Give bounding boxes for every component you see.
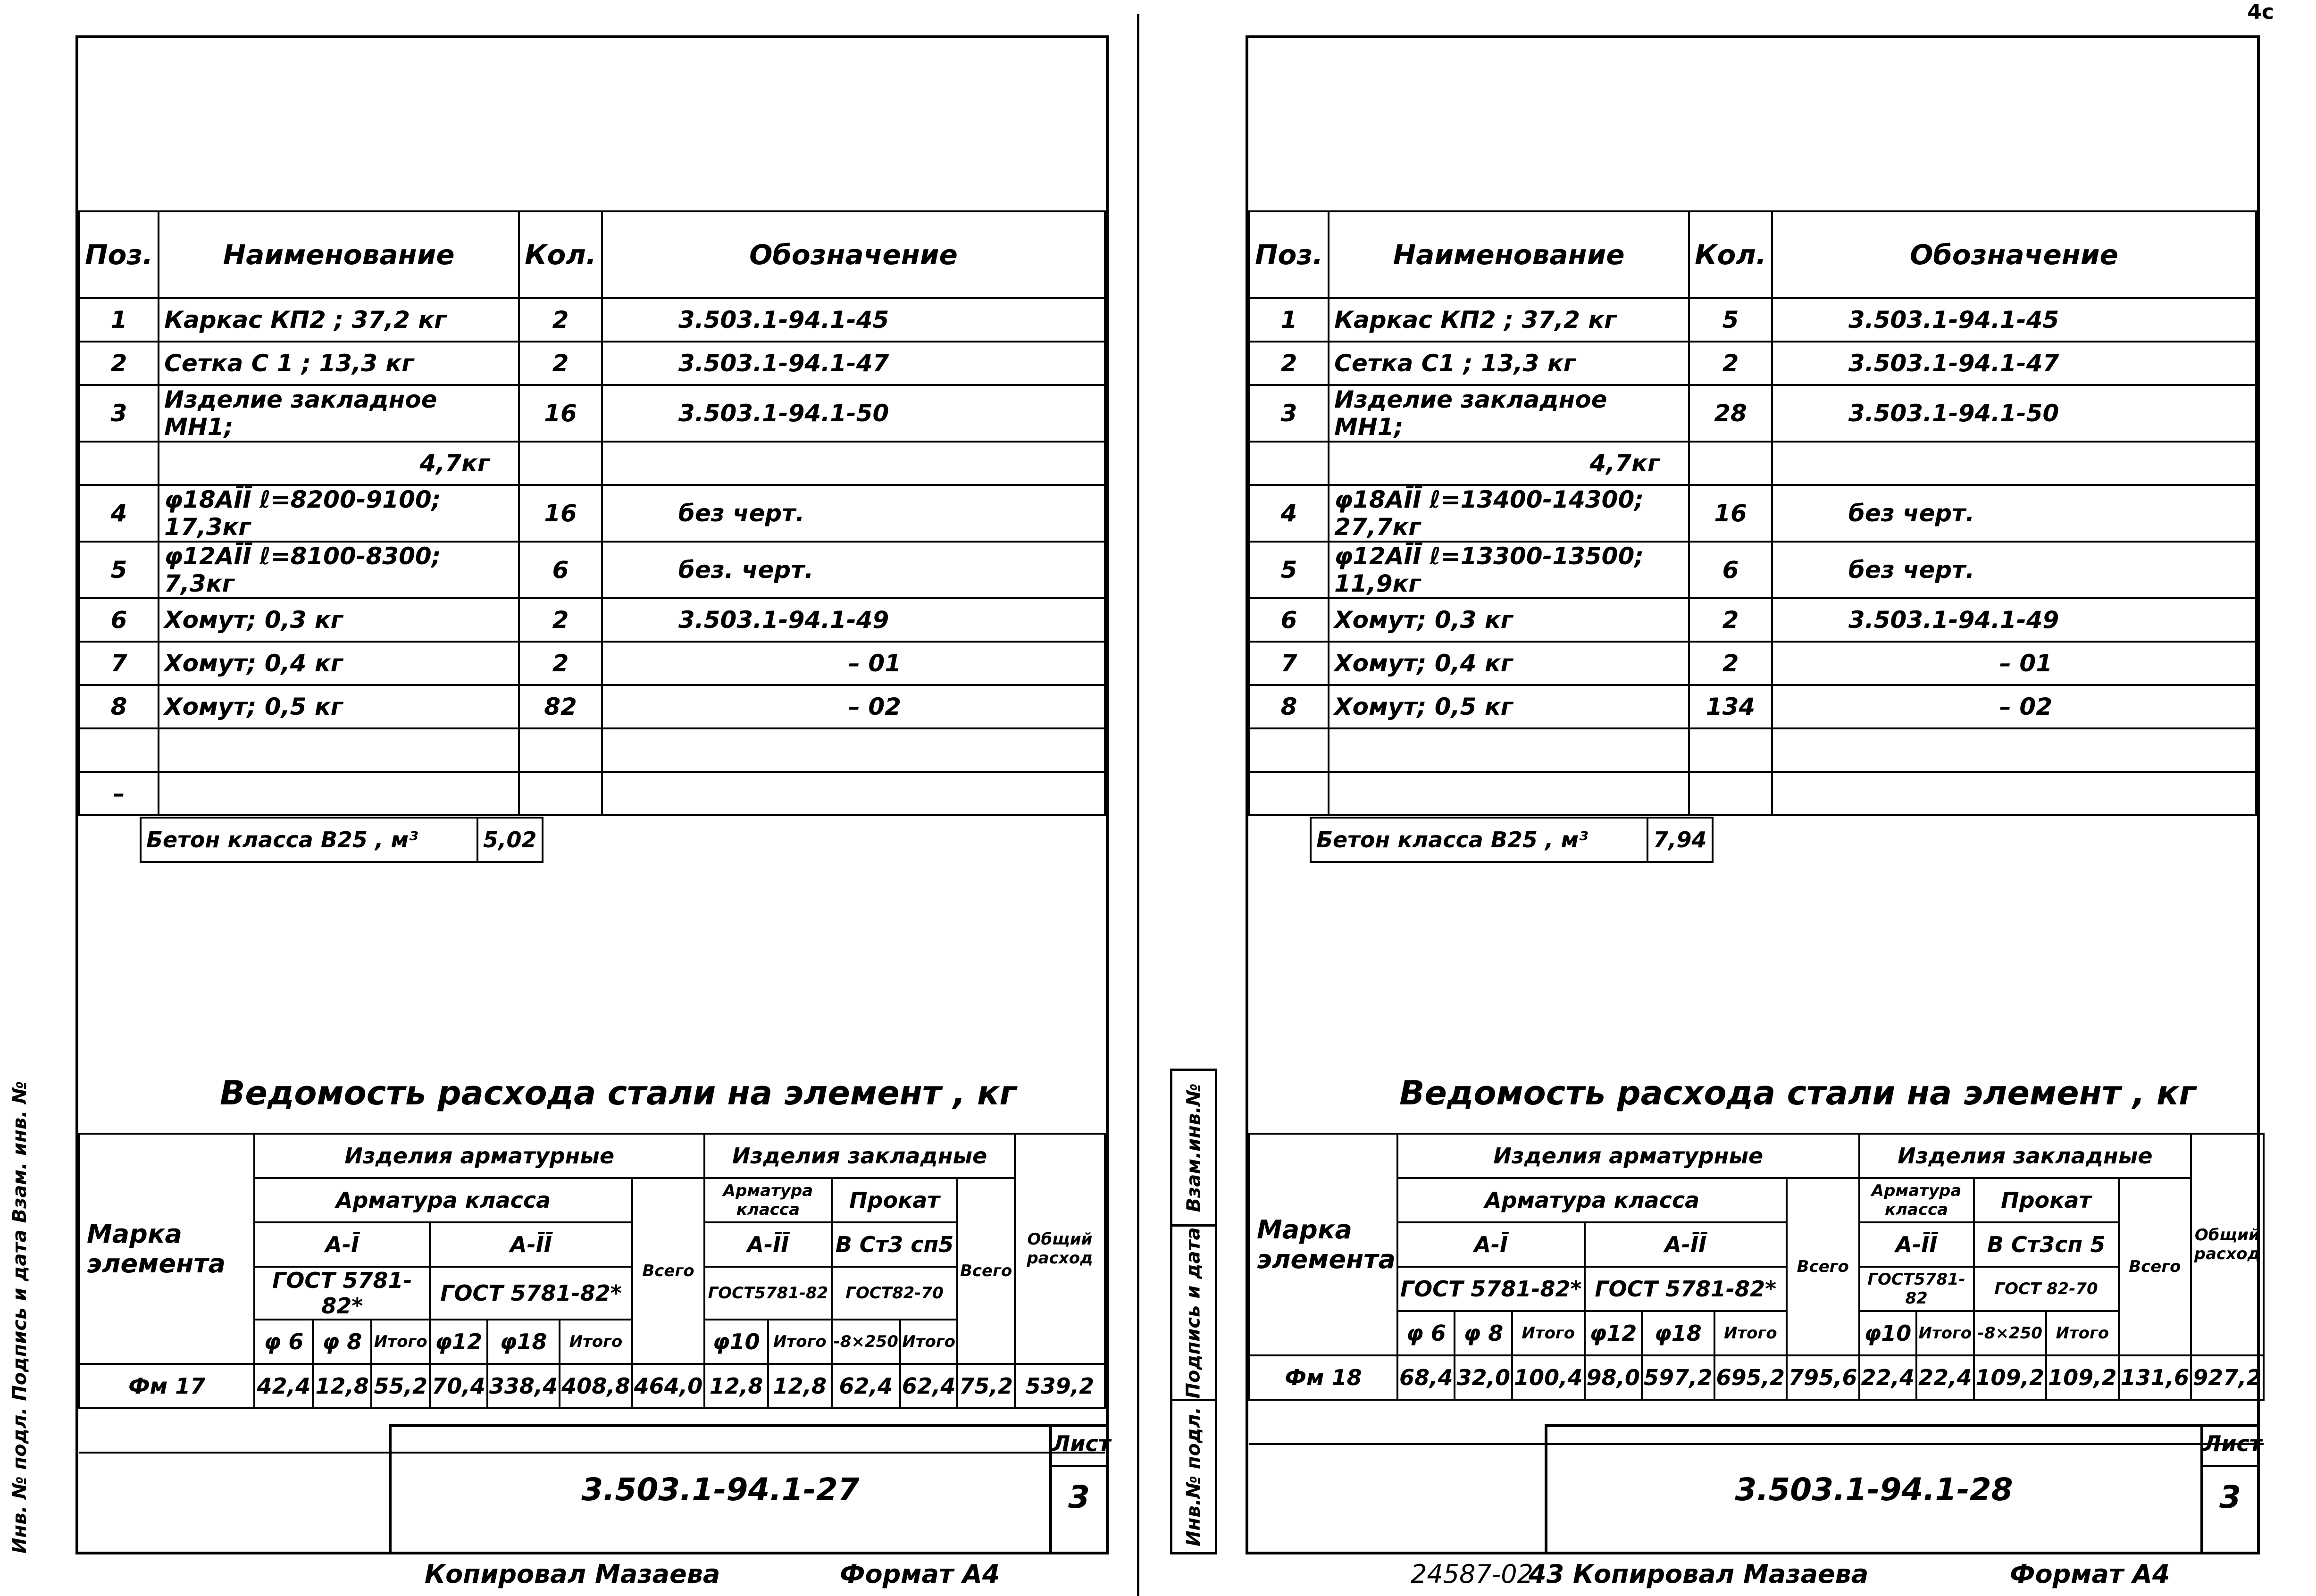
steel-value: 408,8 [560,1364,632,1408]
spec-name: Изделие закладное МН1; [1329,385,1689,442]
spec-row [79,298,1105,342]
element-mark: Фм 18 [1249,1355,1397,1400]
steel-value: 109,2 [2046,1355,2119,1400]
spec-name: Хомут; 0,5 кг [1329,685,1689,728]
header-diameter: Итого [1512,1311,1585,1355]
header-qty: Кол. [1689,211,1772,298]
header-rolled: Прокат [832,1178,958,1222]
footer-format: Формат А4 [840,1559,1000,1589]
sheet-number: 3 [1068,1479,1090,1515]
spec-name: 4,7кг [159,442,519,485]
header-class-a1: А-Ī [1397,1222,1585,1267]
steel-value: 98,0 [1585,1355,1642,1400]
spec-pos: 4 [1249,485,1329,542]
spec-designation: – 01 [602,642,1105,685]
header-rebar-class: Арматура класса [254,1178,632,1222]
spec-qty: 2 [519,642,602,685]
steel-header-row [1249,1267,2264,1311]
spec-designation: 3.503.1-94.1-49 [602,598,1105,642]
spec-pos: 2 [1249,342,1329,385]
drawing-frame [75,35,1109,1554]
spec-pos: 6 [79,598,159,642]
header-designation: Обозначение [1772,211,2256,298]
spec-header-row [79,211,1105,298]
spec-designation: – 01 [1772,642,2256,685]
header-embedded-rebar-class: Арматура класса [704,1178,831,1222]
header-rebar-class: Арматура класса [1397,1178,1787,1222]
steel-value: 464,0 [632,1364,705,1408]
spec-designation: – 02 [602,685,1105,728]
document-code: 3.503.1-94.1-27 [581,1471,860,1508]
header-embedded-products: Изделия закладные [704,1134,1015,1178]
spec-designation: без. черт. [602,542,1105,598]
steel-value: 12,8 [768,1364,832,1408]
steel-value: 597,2 [1642,1355,1714,1400]
spec-pos: 1 [1249,298,1329,342]
concrete-row [78,817,543,863]
header-diameter: Итого [1916,1311,1974,1355]
steel-header-row [1249,1311,2264,1355]
spec-name: Каркас КП2 ; 37,2 кг [159,298,519,342]
spec-name: Хомут; 0,4 кг [159,642,519,685]
spec-pos [79,728,159,772]
spec-designation: без черт. [1772,542,2256,598]
header-diameter: Итого [1714,1311,1787,1355]
steel-value: 12,8 [313,1364,371,1408]
header-pos: Поз. [79,211,159,298]
title-block [389,1424,1111,1552]
spec-name: Каркас КП2 ; 37,2 кг [1329,298,1689,342]
footer-copied: 43 Копировал Мазаева [1529,1559,1869,1589]
spec-name [159,728,519,772]
spec-qty: 16 [1689,485,1772,542]
header-embedded-rebar-class: Арматура класса [1859,1178,1974,1222]
spec-row [79,485,1105,542]
steel-header-row [1249,1134,2264,1178]
spec-pos: 3 [1249,385,1329,442]
header-diameter: φ18 [1642,1311,1714,1355]
header-total-embedded: Всего [2119,1178,2191,1355]
steel-value: 62,4 [900,1364,958,1408]
specification-table [78,210,1106,816]
header-gost: ГОСТ 5781-82* [1397,1267,1585,1311]
header-steel-grade: В Ст3сп 5 [1974,1222,2119,1267]
steel-header-row [1249,1222,2264,1267]
spec-row [79,642,1105,685]
concrete-qty: 7,94 [1647,818,1713,862]
spec-designation: 3.503.1-94.1-47 [602,342,1105,385]
spec-qty: 16 [519,385,602,442]
steel-value: 62,4 [832,1364,900,1408]
spec-pos: 3 [79,385,159,442]
steel-value: 12,8 [704,1364,768,1408]
spec-qty [519,772,602,815]
corner-mark: 4с [2247,0,2274,24]
spec-designation: 3.503.1-94.1-50 [602,385,1105,442]
header-gost: ГОСТ 82-70 [1974,1267,2119,1311]
spec-name [159,772,519,815]
spec-qty: 16 [519,485,602,542]
header-rebar-products: Изделия арматурные [254,1134,704,1178]
spec-row [79,385,1105,442]
steel-consumption-table [78,1133,1106,1454]
spec-row [1249,685,2256,728]
spec-pos [1249,772,1329,815]
header-diameter: Итого [371,1320,430,1364]
header-diameter: Итого [2046,1311,2119,1355]
spec-qty [519,442,602,485]
sheet-box [2200,1427,2262,1554]
spec-pos [1249,728,1329,772]
spec-row [79,342,1105,385]
spec-name: Изделие закладное МН1; [159,385,519,442]
spec-pos: 5 [1249,542,1329,598]
spec-name: 4,7кг [1329,442,1689,485]
spec-qty: 2 [519,342,602,385]
spec-qty: 28 [1689,385,1772,442]
document-code: 3.503.1-94.1-28 [1735,1471,2013,1508]
spec-qty [519,728,602,772]
steel-value: 42,4 [254,1364,313,1408]
spec-pos: 2 [79,342,159,385]
spec-pos: 1 [79,298,159,342]
spec-qty: 5 [1689,298,1772,342]
header-gost: ГОСТ 5781-82* [430,1267,632,1320]
steel-value: 131,6 [2119,1355,2191,1400]
spec-qty [1689,728,1772,772]
header-total-rebar: Всего [1787,1178,1859,1355]
spec-row [1249,728,2256,772]
header-name: Наименование [1329,211,1689,298]
spec-designation [602,442,1105,485]
steel-value: 68,4 [1397,1355,1455,1400]
header-diameter: φ 8 [1455,1311,1512,1355]
side-stamp [1170,1069,1217,1554]
side-stamp [6,1071,43,1557]
drawing-frame [1246,35,2260,1554]
header-diameter: -8×250 [832,1320,900,1364]
spec-row [79,442,1105,485]
steel-table-title: Ведомость расхода стали на элемент , кг [220,1074,1017,1112]
header-class-a2: А-ĪĪ [1585,1222,1787,1267]
footer-number: 24587-02 [1411,1559,1533,1589]
spec-qty [1689,442,1772,485]
spec-row [79,542,1105,598]
spec-header-row [1249,211,2256,298]
spec-row [1249,772,2256,815]
spec-designation [602,772,1105,815]
element-mark: Фм 17 [79,1364,254,1408]
header-mark: Марка элемента [79,1134,254,1364]
header-gost: ГОСТ 5781-82* [1585,1267,1787,1311]
spec-name: φ12АĪĪ ℓ=8100-8300; 7,3кг [159,542,519,598]
steel-value: 695,2 [1714,1355,1787,1400]
spec-row [1249,298,2256,342]
steel-value: 32,0 [1455,1355,1512,1400]
header-gost: ГОСТ5781-82 [1859,1267,1974,1311]
title-block [1545,1424,2262,1552]
sheet-label: Лист [2203,1431,2257,1467]
header-diameter: Итого [900,1320,958,1364]
spec-designation [1772,728,2256,772]
spec-name: Хомут; 0,5 кг [159,685,519,728]
spec-designation: 3.503.1-94.1-45 [602,298,1105,342]
spec-row [79,772,1105,815]
spec-qty: 2 [1689,598,1772,642]
header-total-rebar: Всего [632,1178,705,1364]
footer-copied: Копировал Мазаева [425,1559,720,1589]
spec-row [1249,342,2256,385]
header-designation: Обозначение [602,211,1105,298]
steel-value: 55,2 [371,1364,430,1408]
spec-name: φ18АĪĪ ℓ=13400-14300; 27,7кг [1329,485,1689,542]
steel-value: 100,4 [1512,1355,1585,1400]
spec-row [79,728,1105,772]
spec-name: φ18АĪĪ ℓ=8200-9100; 17,3кг [159,485,519,542]
stamp-cell-inventory: Инв.№ подл. [1183,1407,1204,1546]
spec-pos: 7 [79,642,159,685]
spec-pos: 4 [79,485,159,542]
spec-row [1249,385,2256,442]
header-diameter: φ12 [430,1320,487,1364]
concrete-label: Бетон класса В25 , м³ [1311,818,1647,862]
spec-pos [79,442,159,485]
steel-value: 22,4 [1916,1355,1974,1400]
header-total-consumption: Общий расход [1015,1134,1105,1364]
spec-row [79,685,1105,728]
header-pos: Поз. [1249,211,1329,298]
spec-designation: 3.503.1-94.1-50 [1772,385,2256,442]
steel-value: 539,2 [1015,1364,1105,1408]
spec-name [1329,728,1689,772]
spec-row [1249,542,2256,598]
sheet-box [1049,1427,1111,1554]
header-qty: Кол. [519,211,602,298]
steel-header-row [1249,1178,2264,1222]
footer-format: Формат А4 [2010,1559,2170,1589]
stamp-cell-replaced: Взам.инв.№ [1172,1071,1215,1227]
steel-table-title: Ведомость расхода стали на элемент , кг [1399,1074,2196,1112]
spec-name: Хомут; 0,3 кг [159,598,519,642]
steel-value: 338,4 [487,1364,560,1408]
steel-value: 927,2 [2191,1355,2264,1400]
header-diameter: -8×250 [1974,1311,2047,1355]
spec-designation: без черт. [602,485,1105,542]
concrete-row [1248,817,1714,863]
spec-pos: – [79,772,159,815]
steel-data-row [1249,1355,2264,1400]
header-diameter: φ10 [704,1320,768,1364]
spec-designation: 3.503.1-94.1-49 [1772,598,2256,642]
spec-designation: – 02 [1772,685,2256,728]
steel-value: 22,4 [1859,1355,1917,1400]
spec-pos: 5 [79,542,159,598]
spec-pos [1249,442,1329,485]
spec-qty: 2 [519,598,602,642]
spec-designation: 3.503.1-94.1-45 [1772,298,2256,342]
spec-designation [1772,772,2256,815]
stamp-cell-signature: Подпись и дата [1172,1227,1215,1401]
spec-row [1249,598,2256,642]
steel-value: 795,6 [1787,1355,1859,1400]
header-class-a2-embedded: А-ĪĪ [704,1222,831,1267]
header-class-a2: А-ĪĪ [430,1222,632,1267]
header-steel-grade: В Ст3 сп5 [832,1222,958,1267]
header-diameter: φ12 [1585,1311,1642,1355]
sheet-label: Лист [1052,1431,1106,1467]
spec-pos: 8 [79,685,159,728]
header-gost: ГОСТ 5781-82* [254,1267,430,1320]
steel-value: 70,4 [430,1364,487,1408]
spec-designation: без черт. [1772,485,2256,542]
header-diameter: φ 6 [254,1320,313,1364]
spec-row [1249,485,2256,542]
spec-designation: 3.503.1-94.1-47 [1772,342,2256,385]
spec-designation [602,728,1105,772]
spec-qty: 6 [1689,542,1772,598]
spec-qty: 82 [519,685,602,728]
spec-name: Хомут; 0,4 кг [1329,642,1689,685]
spec-name: Сетка С1 ; 13,3 кг [1329,342,1689,385]
spec-pos: 7 [1249,642,1329,685]
header-diameter: φ10 [1859,1311,1917,1355]
header-gost: ГОСТ5781-82 [704,1267,831,1320]
header-diameter: φ 8 [313,1320,371,1364]
header-embedded-products: Изделия закладные [1859,1134,2191,1178]
header-rolled: Прокат [1974,1178,2119,1222]
spec-name [1329,772,1689,815]
header-gost: ГОСТ82-70 [832,1267,958,1320]
header-class-a2-embedded: А-ĪĪ [1859,1222,1974,1267]
steel-value: 75,2 [957,1364,1015,1408]
steel-consumption-table [1248,1133,2265,1445]
spec-qty: 134 [1689,685,1772,728]
spec-designation [1772,442,2256,485]
steel-header-row [79,1134,1105,1178]
header-class-a1: А-Ī [254,1222,430,1267]
sheet-number: 3 [2219,1479,2241,1515]
header-diameter: Итого [560,1320,632,1364]
header-mark: Марка элемента [1249,1134,1397,1355]
left-sheet [0,0,1142,1596]
side-stamp-text: Инв. № подл. Подпись и дата Взам. инв. № [9,1081,31,1554]
sheet-divider [1137,14,1139,1596]
header-total-embedded: Всего [957,1178,1015,1364]
spec-row [1249,642,2256,685]
header-diameter: Итого [768,1320,832,1364]
header-rebar-products: Изделия арматурные [1397,1134,1859,1178]
right-sheet [1151,0,2293,1596]
spec-row [79,598,1105,642]
spec-name: Хомут; 0,3 кг [1329,598,1689,642]
spec-qty: 2 [519,298,602,342]
spec-qty [1689,772,1772,815]
header-diameter: φ 6 [1397,1311,1455,1355]
spec-row [1249,442,2256,485]
spec-name: Сетка С 1 ; 13,3 кг [159,342,519,385]
header-name: Наименование [159,211,519,298]
spec-name: φ12АĪĪ ℓ=13300-13500; 11,9кг [1329,542,1689,598]
concrete-label: Бетон класса В25 , м³ [141,818,477,862]
concrete-qty: 5,02 [477,818,543,862]
header-diameter: φ18 [487,1320,560,1364]
spec-pos: 8 [1249,685,1329,728]
spec-pos: 6 [1249,598,1329,642]
header-total-consumption: Общий расход [2191,1134,2264,1355]
steel-data-row [79,1364,1105,1408]
spec-qty: 2 [1689,642,1772,685]
specification-table [1248,210,2257,816]
steel-value: 109,2 [1974,1355,2047,1400]
spec-qty: 6 [519,542,602,598]
spec-qty: 2 [1689,342,1772,385]
